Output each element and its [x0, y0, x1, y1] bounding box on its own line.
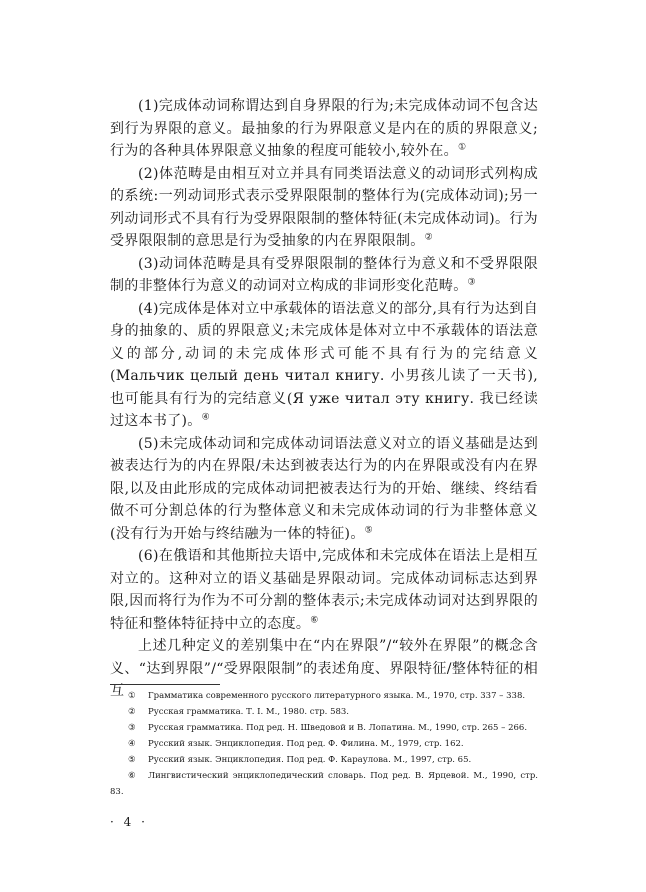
footnote-ref-5: ⑤	[364, 524, 373, 535]
definition-paragraph-2: (2)体范畴是由相互对立并具有同类语法意义的动词形式列构成的系统:一列动词形式表示受界限限制的整体行为(完成体动词);另一列动词形式不具有行为受界限限制的整体特征(未完成体动词)。行为受界限限制的意思是行为受抽象的内在界限限制。②	[110, 165, 538, 249]
footnote-mark: ⑤	[128, 755, 136, 765]
footnote-mark: ⑥	[128, 771, 136, 781]
footnote-ref-2: ②	[424, 232, 433, 243]
summary-paragraph: 上述几种定义的差别集中在“内在界限”/“较外在界限”的概念含义、“达到界限”/“受界限限制”的表述角度、界限特征/整体特征的相互	[110, 638, 538, 699]
page-number: · 4 ·	[110, 815, 148, 829]
definition-paragraph-3: (3)动词体范畴是具有受界限限制的整体行为意义和不受界限限制的非整体行为意义的动词对立构成的非词形变化范畴。③	[110, 255, 538, 294]
footnote-5: ⑤ Русский язык. Энциклопедия. Под ред. Ф. Караулова. М., 1997, стр. 65.	[110, 752, 538, 768]
footnote-divider	[110, 684, 220, 685]
footnote-6: ⑥ Лингвистический энциклопедический словарь. Под ред. В. Ярцевой. М., 1990, стр. 83.	[110, 768, 538, 800]
footnote-ref-1: ①	[457, 142, 467, 153]
footnote-3: ③ Русская грамматика. Под ред. Н. Шведовой и В. Лопатина. М., 1990, стр. 265 – 266.	[110, 720, 538, 736]
footnote-ref-6: ⑥	[310, 614, 319, 625]
footnote-4: ④ Русский язык. Энциклопедия. Под ред. Ф. Филина. М., 1979, стр. 162.	[110, 736, 538, 752]
footnote-ref-4: ④	[201, 412, 210, 423]
footnote-1: ① Грамматика современного русского литературного языка. М., 1970, стр. 337 – 338.	[110, 688, 538, 704]
definition-paragraph-5: (5)未完成体动词和完成体动词语法意义对立的语义基础是达到被表达行为的内在界限/未达到被表达行为的内在界限或没有内在界限,以及由此形成的完成体动词把被表达行为的开始、继续、终结看做不可分割总体的行为整体意义和未完成体动词的行为非整体意义(没有行为开始与终结融为一体的特征)。⑤	[110, 435, 538, 542]
definition-paragraph-6: (6)在俄语和其他斯拉夫语中,完成体和未完成体在语法上是相互对立的。这种对立的语义基础是界限动词。完成体动词标志达到界限,因而将行为作为不可分割的整体表示;未完成体动词对达到界限的特征和整体特征持中立的态度。⑥	[110, 548, 538, 632]
footnote-ref-3: ③	[467, 277, 476, 288]
definition-paragraph-4: (4)完成体是体对立中承载体的语法意义的部分,具有行为达到自身的抽象的、质的界限意义;未完成体是体对立中不承载体的语法意义的部分,动词的未完成体形式可能不具有行为的完结意义(Мальчик целый день читал книгу. 小男孩儿读了一天书),也可能具有行为的完结意义(Я уже читал эту книгу. 我已经读过这本书了)。④	[110, 300, 538, 429]
footnote-2: ② Русская грамматика. Т. I. М., 1980. стр. 583.	[110, 704, 538, 720]
footnote-mark: ②	[128, 707, 136, 717]
footnotes	[110, 688, 538, 800]
definition-paragraph-1: (1)完成体动词称谓达到自身界限的行为;未完成体动词不包含达到行为界限的意义。最抽象的行为界限意义是内在的质的界限意义;行为的各种具体界限意义抽象的程度可能较小,较外在。①	[110, 98, 538, 159]
footnote-mark: ④	[128, 739, 136, 749]
footnote-mark: ①	[128, 691, 136, 701]
footnote-mark: ③	[128, 723, 136, 733]
main-text	[110, 95, 538, 703]
